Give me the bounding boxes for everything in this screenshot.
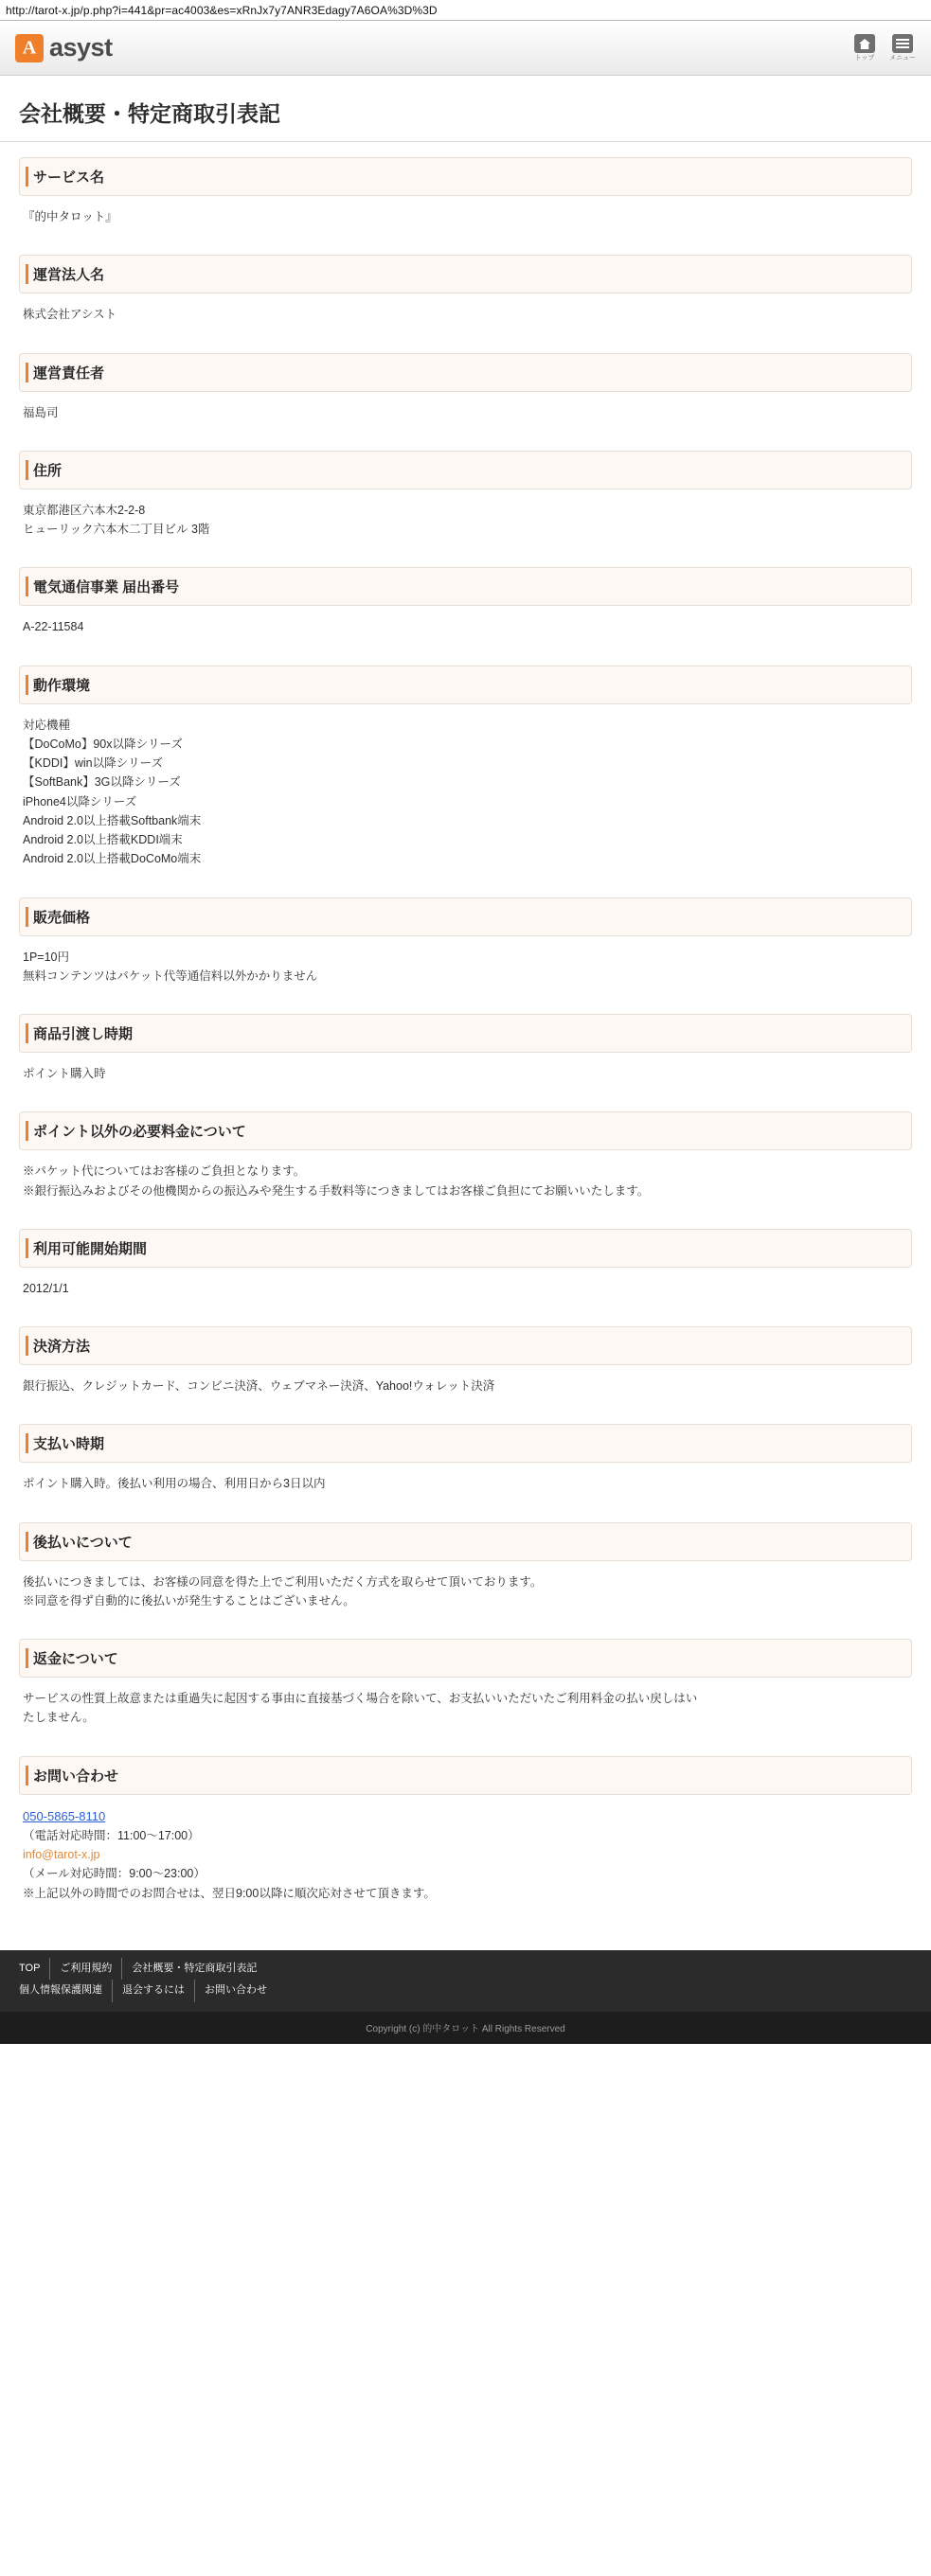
copyright-text: Copyright (c) 的中タロット All Rights Reserved [0, 2012, 931, 2044]
footer-link-contact[interactable]: お問い合わせ [205, 1984, 267, 1997]
text-line: ※同意を得ず自動的に後払いが発生することはございません。 [23, 1593, 355, 1608]
text-line: 株式会社アシスト [23, 308, 117, 322]
footer-link-privacy[interactable]: 個人情報保護関連 [9, 1980, 113, 2001]
text-line: 2012/1/1 [23, 1281, 69, 1295]
site-logo[interactable] [15, 33, 113, 62]
section-body-start-period [19, 1268, 912, 1311]
footer-link-company-info[interactable]: 会社概要・特定商取引表記 [132, 1962, 258, 1974]
section-body-additional-fees [19, 1150, 912, 1214]
text-line: 『的中タロット』 [23, 210, 117, 223]
section-heading-additional-fees: ポイント以外の必要料金について [19, 1111, 912, 1150]
footer-links-row-2 [9, 1980, 922, 2001]
browser-url-bar[interactable] [0, 0, 931, 21]
text-line: 1P=10円 [23, 950, 69, 964]
section-body-company-name [19, 293, 912, 337]
menu-button-label: メニュー [889, 55, 916, 62]
home-button-label: トップ [854, 55, 875, 62]
menu-button[interactable] [889, 34, 916, 62]
section-heading-delivery-time: 商品引渡し時期 [19, 1014, 912, 1053]
text-line: 銀行振込、クレジットカード、コンビニ決済、ウェブマネー決済、Yahoo!ウォレット決済 [23, 1379, 495, 1393]
text-line: 福島司 [23, 405, 59, 419]
text-line: A-22-11584 [23, 620, 84, 634]
section-body-service-name [19, 196, 912, 240]
home-button[interactable] [851, 34, 878, 62]
footer-links-row-1 [9, 1958, 922, 1980]
section-heading-company-name: 運営法人名 [19, 255, 912, 293]
text-line: ポイント購入時 [23, 1067, 106, 1080]
text-line: 【DoCoMo】90x以降シリーズ [23, 737, 183, 751]
section-body-requirements [19, 704, 912, 882]
main-content [0, 157, 931, 1926]
contact-phone-link[interactable]: 050-5865-8110 [23, 1808, 106, 1823]
footer-link-top[interactable]: TOP [9, 1958, 50, 1980]
section-body-price [19, 936, 912, 1000]
text-line: ポイント購入時。後払い利用の場合、利用日から3日以内 [23, 1477, 326, 1491]
text-line: ヒューリック六本木二丁目ビル 3階 [23, 523, 210, 536]
section-heading-payment-timing: 支払い時期 [19, 1424, 912, 1463]
text-line: 【KDDI】win以降シリーズ [23, 756, 163, 770]
section-heading-telecom-number: 電気通信事業 届出番号 [19, 567, 912, 606]
footer-link-withdrawal[interactable]: 退会するには [113, 1980, 195, 2001]
text-line: Android 2.0以上搭載KDDI端末 [23, 833, 183, 846]
menu-icon [892, 34, 913, 53]
contact-email-hours: （メール対応時間：9:00〜23:00） [23, 1867, 206, 1881]
section-body-deferred-payment [19, 1561, 912, 1625]
page-title: 会社概要・特定商取引表記 [0, 76, 931, 142]
section-body-representative [19, 392, 912, 435]
url-text: http://tarot-x.jp/p.php?i=441&pr=ac4003&es=xRnJx7y7ANR3Edagy7A6OA%3D%3D [6, 3, 438, 17]
section-body-address [19, 489, 912, 553]
header-actions [851, 34, 916, 62]
contact-phone-hours: （電話対応時間：11:00〜17:00） [23, 1828, 200, 1842]
text-line: 東京都港区六本木2-2-8 [23, 503, 146, 517]
site-footer [0, 1950, 931, 2012]
contact-email-link[interactable]: info@tarot-x.jp [23, 1848, 100, 1861]
a-logo-icon [15, 34, 44, 62]
section-heading-contact: お問い合わせ [19, 1756, 912, 1795]
section-heading-refunds: 返金について [19, 1639, 912, 1678]
section-heading-payment-methods: 決済方法 [19, 1326, 912, 1365]
section-heading-representative: 運営責任者 [19, 353, 912, 392]
logo-text: asyst [49, 33, 113, 62]
text-line: 対応機種 [23, 718, 71, 732]
text-line: ※銀行振込みおよびその他機関からの振込みや発生する手数料等につきましてはお客様ご負担にてお願いいたします。 [23, 1183, 650, 1198]
section-body-telecom-number [19, 606, 912, 649]
text-line: 【SoftBank】3G以降シリーズ [23, 775, 181, 790]
section-body-delivery-time [19, 1053, 912, 1096]
site-header [0, 21, 931, 76]
text-line: ※パケット代についてはお客様のご負担となります。 [23, 1164, 306, 1179]
contact-extra-note: ※上記以外の時間でのお問合せは、翌日9:00以降に順次応対させて頂きます。 [23, 1886, 436, 1900]
section-body-refunds [19, 1678, 912, 1741]
section-body-contact [19, 1795, 912, 1916]
footer-link-terms[interactable]: ご利用規約 [50, 1958, 122, 1980]
section-heading-deferred-payment: 後払いについて [19, 1522, 912, 1561]
text-line: たしません。 [23, 1711, 95, 1725]
text-line: サービスの性質上故意または重過失に起因する事由に直接基づく場合を除いて、お支払いいただいたご利用料金の払い戻しはい [23, 1692, 698, 1705]
text-line: iPhone4以降シリーズ [23, 794, 137, 808]
section-heading-price: 販売価格 [19, 897, 912, 936]
section-heading-address: 住所 [19, 451, 912, 489]
text-line: 無料コンテンツはパケット代等通信料以外かかりません [23, 968, 318, 983]
home-icon [854, 34, 875, 53]
text-line: Android 2.0以上搭載Softbank端末 [23, 813, 202, 827]
section-body-payment-timing [19, 1463, 912, 1506]
text-line: Android 2.0以上搭載DoCoMo端末 [23, 852, 202, 866]
section-heading-requirements: 動作環境 [19, 666, 912, 704]
text-line: 後払いにつきましては、お客様の同意を得た上でご利用いただく方式を取らせて頂いております。 [23, 1574, 543, 1589]
section-body-payment-methods [19, 1365, 912, 1409]
section-heading-start-period: 利用可能開始期間 [19, 1229, 912, 1268]
section-heading-service-name: サービス名 [19, 157, 912, 196]
